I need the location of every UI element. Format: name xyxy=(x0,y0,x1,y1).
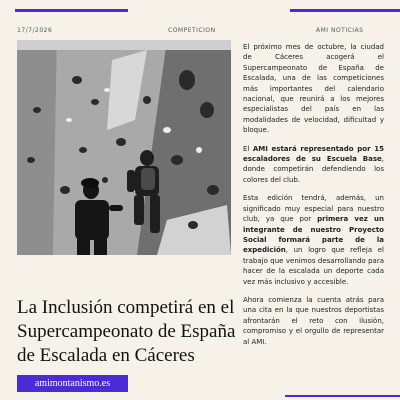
paragraph-3-text-start: Esta edición tendrá, además, un significado muy especial para nuestro club, ya que por xyxy=(243,194,384,224)
article-paragraph-1: El próximo mes de octubre, la ciudad de Cáceres acogerá el Supercampeonato de España de Escalada, una de las competiciones más importantes del calendario nacional, que reunirá a los mejores especialistas del país en las modalidades de velocidad, dificultad y bloque. xyxy=(243,43,384,135)
article-headline: La Inclusión competirá en el Supercampeonato de España de Escalada en Cáceres xyxy=(17,297,236,366)
website-link-button[interactable]: amimontanismo.es xyxy=(17,375,128,392)
article-paragraph-3 xyxy=(243,193,384,287)
article-paragraph-4: Ahora comienza la cuenta atrás para una cita en la que nuestros deportistas afrontarán el reto con ilusión, compromiso y el orgullo de representar al AMI. xyxy=(243,295,384,346)
publication-date: 17/7/2026 xyxy=(17,27,53,34)
paragraph-2-text-end: , donde competirán defendiendo los colores del club. xyxy=(243,155,384,184)
paragraph-3-text-end: , un logro que refleja el trabajo que venimos desarrollando para hacer de la escalada un deporte cada vez más inclusivo y accesible. xyxy=(243,246,384,286)
paragraph-2-highlight: AMI estará representado por 15 escaladores de su Escuela Base xyxy=(243,144,385,164)
article-body xyxy=(243,42,384,355)
section-label: COMPETICION xyxy=(168,27,216,34)
top-accent-line-left xyxy=(15,9,128,12)
paragraph-3-highlight: primera vez un integrante de nuestro Proyecto Social formará parte de la expedición xyxy=(243,215,384,255)
source-label: AMI NOTICIAS xyxy=(316,27,364,34)
bottom-accent-line xyxy=(285,395,400,397)
article-paragraph-2 xyxy=(243,144,384,186)
paragraph-2-text-start: El xyxy=(243,144,253,153)
climbing-wall-photo xyxy=(17,40,231,255)
top-accent-line-right xyxy=(290,9,400,12)
